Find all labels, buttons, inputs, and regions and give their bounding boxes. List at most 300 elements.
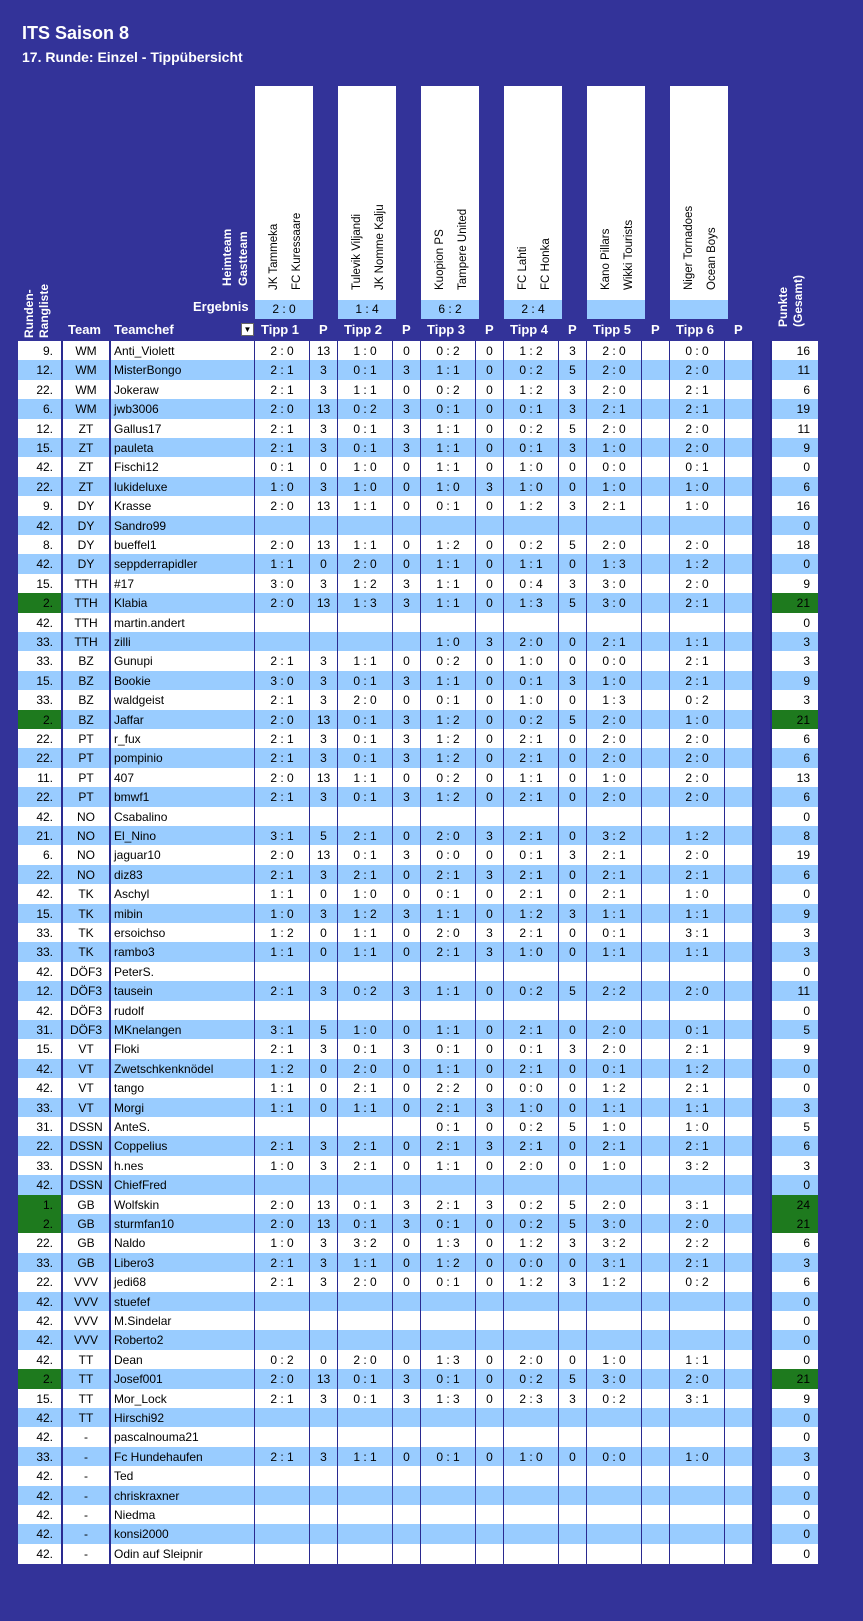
points-cell: 0	[393, 1272, 420, 1292]
teamchef-filter-dropdown[interactable]: ▼	[241, 323, 254, 336]
points-cell	[476, 1505, 503, 1525]
points-cell: 3	[393, 671, 420, 691]
match-header-6	[670, 86, 728, 300]
points-cell	[642, 1408, 669, 1428]
tipp-cell: 1 : 0	[338, 1020, 392, 1040]
points-cell: 0	[476, 748, 503, 768]
points-cell	[393, 1292, 420, 1312]
team-cell: PT	[63, 729, 109, 749]
table-row	[18, 380, 818, 400]
tipp-cell: 2 : 0	[587, 380, 641, 400]
col-points: P	[734, 322, 743, 337]
tipp-cell: 0 : 2	[670, 690, 724, 710]
team-cell: TT	[63, 1408, 109, 1428]
teamchef-cell: Krasse	[111, 496, 254, 516]
team-cell: WM	[63, 341, 109, 361]
teamchef-cell: chriskraxner	[111, 1486, 254, 1506]
points-cell	[642, 1524, 669, 1544]
team-cell: TTH	[63, 593, 109, 613]
punkte-gesamt-label: Punkte (Gesamt)	[776, 274, 805, 327]
total-points-cell: 0	[772, 1505, 818, 1525]
tipp-cell: 0 : 2	[421, 341, 475, 361]
tipp-cell	[670, 807, 724, 827]
rank-cell: 42.	[18, 1486, 61, 1506]
tipp-cell	[670, 1466, 724, 1486]
teamchef-cell: bmwf1	[111, 787, 254, 807]
tipp-cell	[255, 1524, 309, 1544]
tipp-cell: 1 : 2	[504, 1233, 558, 1253]
tipp-cell	[587, 1408, 641, 1428]
away-team-name: Wikki Tourists	[623, 219, 635, 290]
rank-cell: 12.	[18, 419, 61, 439]
points-cell	[642, 1466, 669, 1486]
points-cell	[725, 1001, 752, 1021]
points-cell: 3	[310, 360, 337, 380]
points-cell	[642, 399, 669, 419]
tipp-cell: 3 : 1	[670, 1389, 724, 1409]
points-cell: 3	[476, 632, 503, 652]
points-cell: 5	[559, 1369, 586, 1389]
table-row	[18, 690, 818, 710]
tipp-cell: 1 : 0	[587, 1117, 641, 1137]
rank-cell: 42.	[18, 613, 61, 633]
tipp-cell	[338, 1001, 392, 1021]
points-cell	[559, 1311, 586, 1331]
tipp-cell	[255, 1311, 309, 1331]
teamchef-cell: Anti_Violett	[111, 341, 254, 361]
table-row	[18, 1039, 818, 1059]
team-cell: -	[63, 1544, 109, 1564]
tipp-cell	[670, 1175, 724, 1195]
tipp-cell	[670, 1408, 724, 1428]
tipp-cell	[255, 1544, 309, 1564]
points-cell	[725, 1233, 752, 1253]
points-cell	[310, 1292, 337, 1312]
tipp-cell: 1 : 0	[338, 341, 392, 361]
points-cell	[642, 1059, 669, 1079]
points-cell	[310, 1505, 337, 1525]
team-cell: DÖF3	[63, 1001, 109, 1021]
points-cell: 0	[310, 884, 337, 904]
teamchef-cell: rambo3	[111, 942, 254, 962]
total-points-cell: 9	[772, 1389, 818, 1409]
rank-cell: 22.	[18, 787, 61, 807]
tipp-cell	[670, 1330, 724, 1350]
tipp-cell: 2 : 0	[670, 419, 724, 439]
points-cell	[310, 1001, 337, 1021]
home-team-name: Niger Tornadoes	[683, 205, 695, 290]
tipp-cell: 0 : 1	[421, 1214, 475, 1234]
total-points-cell: 3	[772, 632, 818, 652]
points-cell	[393, 1175, 420, 1195]
tipp-cell	[670, 1524, 724, 1544]
total-points-cell: 11	[772, 981, 818, 1001]
points-cell: 0	[559, 865, 586, 885]
points-cell: 0	[393, 865, 420, 885]
tipp-cell: 0 : 1	[421, 496, 475, 516]
tipp-cell: 2 : 1	[255, 360, 309, 380]
tipp-cell	[255, 1292, 309, 1312]
table-row	[18, 865, 818, 885]
teamchef-cell: Morgi	[111, 1098, 254, 1118]
points-cell: 0	[476, 1059, 503, 1079]
points-cell: 13	[310, 341, 337, 361]
tipp-cell: 1 : 0	[504, 477, 558, 497]
team-cell: BZ	[63, 651, 109, 671]
tipp-cell: 1 : 2	[421, 748, 475, 768]
points-cell: 0	[393, 1156, 420, 1176]
points-cell: 3	[476, 826, 503, 846]
teamchef-cell: M.Sindelar	[111, 1311, 254, 1331]
points-cell	[725, 457, 752, 477]
rank-cell: 42.	[18, 1292, 61, 1312]
points-cell: 5	[559, 710, 586, 730]
table-row	[18, 593, 818, 613]
points-cell	[476, 1408, 503, 1428]
tipp-cell: 1 : 2	[421, 535, 475, 555]
tipp-cell: 1 : 0	[504, 457, 558, 477]
points-cell	[642, 807, 669, 827]
tipp-cell: 3 : 1	[670, 923, 724, 943]
rank-cell: 42.	[18, 1427, 61, 1447]
tipp-cell	[504, 807, 558, 827]
points-cell: 3	[393, 399, 420, 419]
tipp-cell: 0 : 1	[421, 884, 475, 904]
tipp-cell: 0 : 0	[587, 457, 641, 477]
rank-cell: 21.	[18, 826, 61, 846]
tipp-cell: 1 : 3	[421, 1389, 475, 1409]
points-cell: 0	[476, 1389, 503, 1409]
points-cell	[725, 1078, 752, 1098]
total-points-cell: 9	[772, 904, 818, 924]
teamchef-cell: Josef001	[111, 1369, 254, 1389]
points-cell: 3	[310, 787, 337, 807]
points-cell	[725, 768, 752, 788]
points-cell	[725, 1427, 752, 1447]
teamchef-cell: Sandro99	[111, 516, 254, 536]
points-cell: 3	[310, 671, 337, 691]
teamchef-cell: konsi2000	[111, 1524, 254, 1544]
table-row	[18, 1098, 818, 1118]
teamchef-cell: Hirschi92	[111, 1408, 254, 1428]
table-row	[18, 477, 818, 497]
points-cell: 3	[310, 1156, 337, 1176]
points-cell	[725, 613, 752, 633]
tipp-cell: 0 : 1	[338, 360, 392, 380]
total-points-cell: 13	[772, 768, 818, 788]
points-cell	[559, 1505, 586, 1525]
total-points-cell: 5	[772, 1117, 818, 1137]
tipp-cell: 2 : 0	[587, 1195, 641, 1215]
teamchef-cell: Roberto2	[111, 1330, 254, 1350]
tipp-cell: 2 : 1	[255, 651, 309, 671]
home-team-name: Kuopion PS	[434, 229, 446, 290]
total-points-cell: 3	[772, 1447, 818, 1467]
tipp-cell: 2 : 1	[587, 865, 641, 885]
points-cell: 3	[559, 380, 586, 400]
points-cell: 0	[476, 729, 503, 749]
rank-cell: 33.	[18, 690, 61, 710]
total-points-cell: 0	[772, 457, 818, 477]
points-cell	[642, 1214, 669, 1234]
tipp-cell	[504, 613, 558, 633]
points-cell	[310, 1175, 337, 1195]
points-cell: 3	[559, 574, 586, 594]
points-cell	[310, 1466, 337, 1486]
points-cell: 0	[559, 457, 586, 477]
page-title: ITS Saison 8	[22, 23, 130, 43]
tipp-cell: 0 : 2	[421, 768, 475, 788]
points-cell	[642, 554, 669, 574]
tipp-cell: 2 : 0	[255, 768, 309, 788]
table-row	[18, 962, 818, 982]
points-cell	[642, 380, 669, 400]
tipp-cell: 1 : 1	[421, 438, 475, 458]
col-tipp3: Tipp 3	[427, 322, 466, 337]
points-cell: 3	[310, 651, 337, 671]
tipp-cell: 2 : 0	[255, 341, 309, 361]
points-cell	[725, 1524, 752, 1544]
table-row	[18, 1486, 818, 1506]
table-row	[18, 1253, 818, 1273]
teamchef-cell: mibin	[111, 904, 254, 924]
tipp-cell	[421, 1466, 475, 1486]
points-cell: 3	[393, 1214, 420, 1234]
points-cell	[725, 1059, 752, 1079]
teamchef-cell: pascalnouma21	[111, 1427, 254, 1447]
points-cell	[642, 1001, 669, 1021]
tipp-cell	[338, 1311, 392, 1331]
points-cell: 0	[559, 651, 586, 671]
tipp-cell: 2 : 1	[587, 884, 641, 904]
team-cell: DSSN	[63, 1136, 109, 1156]
tipp-cell: 0 : 1	[504, 1039, 558, 1059]
tipp-cell	[338, 1505, 392, 1525]
tipp-cell: 2 : 0	[338, 690, 392, 710]
points-cell	[725, 884, 752, 904]
teamchef-cell: martin.andert	[111, 613, 254, 633]
teamchef-cell: jaguar10	[111, 845, 254, 865]
points-cell	[476, 1486, 503, 1506]
tipp-cell: 2 : 0	[504, 1350, 558, 1370]
teamchef-cell: Zwetschkenknödel	[111, 1059, 254, 1079]
rank-cell: 33.	[18, 1447, 61, 1467]
tipp-cell: 0 : 1	[338, 671, 392, 691]
points-cell	[476, 1427, 503, 1447]
tipp-cell: 2 : 1	[587, 496, 641, 516]
rank-cell: 42.	[18, 1311, 61, 1331]
rank-cell: 42.	[18, 807, 61, 827]
points-cell: 0	[393, 341, 420, 361]
tipp-cell: 1 : 1	[421, 1156, 475, 1176]
points-cell: 0	[393, 1447, 420, 1467]
tipp-cell: 0 : 1	[255, 457, 309, 477]
team-cell: GB	[63, 1233, 109, 1253]
tipp-cell: 1 : 0	[255, 1156, 309, 1176]
tipp-cell: 1 : 0	[338, 884, 392, 904]
team-cell: PT	[63, 787, 109, 807]
rank-cell: 22.	[18, 380, 61, 400]
points-cell: 13	[310, 1369, 337, 1389]
teamchef-cell: Gallus17	[111, 419, 254, 439]
points-cell: 0	[476, 690, 503, 710]
tipp-cell: 2 : 1	[255, 1272, 309, 1292]
tipp-cell: 3 : 0	[255, 671, 309, 691]
team-cell: -	[63, 1447, 109, 1467]
points-cell	[642, 1486, 669, 1506]
teamchef-cell: h.nes	[111, 1156, 254, 1176]
points-cell	[476, 516, 503, 536]
points-cell	[725, 438, 752, 458]
points-cell: 3	[393, 787, 420, 807]
total-points-cell: 21	[772, 1369, 818, 1389]
tipp-cell	[421, 1292, 475, 1312]
tipp-cell: 0 : 1	[338, 1214, 392, 1234]
points-cell: 0	[559, 1156, 586, 1176]
tipp-cell: 0 : 2	[670, 1272, 724, 1292]
tipp-cell: 2 : 0	[670, 787, 724, 807]
table-row	[18, 1214, 818, 1234]
tipp-cell: 2 : 1	[338, 826, 392, 846]
rank-cell: 31.	[18, 1020, 61, 1040]
points-cell: 0	[559, 826, 586, 846]
teamchef-cell: jwb3006	[111, 399, 254, 419]
tipp-cell: 1 : 0	[338, 477, 392, 497]
tipp-cell: 2 : 2	[670, 1233, 724, 1253]
tipp-cell: 1 : 0	[670, 1447, 724, 1467]
rank-cell: 42.	[18, 516, 61, 536]
points-cell: 0	[310, 1059, 337, 1079]
teamchef-cell: Libero3	[111, 1253, 254, 1273]
teamchef-cell: Dean	[111, 1350, 254, 1370]
rank-cell: 42.	[18, 1408, 61, 1428]
tipp-cell: 1 : 3	[338, 593, 392, 613]
tipp-cell: 1 : 1	[421, 671, 475, 691]
tipp-cell: 2 : 0	[255, 1214, 309, 1234]
points-cell	[393, 1486, 420, 1506]
tipp-cell: 2 : 1	[504, 1059, 558, 1079]
total-points-cell: 16	[772, 496, 818, 516]
rank-cell: 15.	[18, 1039, 61, 1059]
points-cell: 3	[559, 341, 586, 361]
teamchef-cell: tausein	[111, 981, 254, 1001]
total-points-cell: 0	[772, 884, 818, 904]
tipp-cell: 1 : 1	[421, 981, 475, 1001]
table-row	[18, 1369, 818, 1389]
points-cell	[642, 865, 669, 885]
tipp-cell: 1 : 1	[421, 904, 475, 924]
points-cell	[393, 1311, 420, 1331]
points-cell: 0	[393, 651, 420, 671]
points-cell: 0	[476, 1117, 503, 1137]
teamchef-cell: MKnelangen	[111, 1020, 254, 1040]
tipp-cell: 2 : 0	[255, 535, 309, 555]
total-points-cell: 9	[772, 574, 818, 594]
points-cell	[393, 1544, 420, 1564]
total-points-cell: 3	[772, 651, 818, 671]
teamchef-cell: PeterS.	[111, 962, 254, 982]
tipp-cell: 1 : 0	[504, 942, 558, 962]
points-cell	[725, 1505, 752, 1525]
total-points-cell: 18	[772, 535, 818, 555]
tipp-cell: 2 : 1	[255, 729, 309, 749]
rank-cell: 42.	[18, 554, 61, 574]
tipp-cell: 2 : 0	[587, 535, 641, 555]
rank-cell: 33.	[18, 1156, 61, 1176]
points-cell: 0	[476, 787, 503, 807]
points-cell: 13	[310, 496, 337, 516]
points-cell	[476, 1311, 503, 1331]
tipp-cell: 2 : 1	[504, 787, 558, 807]
teamchef-cell: ChiefFred	[111, 1175, 254, 1195]
points-cell: 13	[310, 710, 337, 730]
tipp-cell: 1 : 1	[421, 457, 475, 477]
table-row	[18, 1524, 818, 1544]
points-cell: 0	[559, 768, 586, 788]
team-cell: VT	[63, 1078, 109, 1098]
points-cell: 0	[476, 457, 503, 477]
points-cell	[310, 1117, 337, 1137]
tipp-cell: 1 : 3	[587, 554, 641, 574]
points-cell	[393, 516, 420, 536]
points-cell	[559, 516, 586, 536]
points-cell	[725, 1098, 752, 1118]
tipp-cell	[338, 613, 392, 633]
col-tipp1: Tipp 1	[261, 322, 300, 337]
teamchef-cell: Klabia	[111, 593, 254, 613]
total-points-cell: 6	[772, 748, 818, 768]
total-points-cell: 11	[772, 419, 818, 439]
points-cell	[559, 962, 586, 982]
table-row	[18, 923, 818, 943]
table-row	[18, 457, 818, 477]
points-cell	[725, 923, 752, 943]
tipp-cell: 2 : 0	[421, 923, 475, 943]
tipp-cell: 1 : 3	[504, 593, 558, 613]
tipp-cell	[587, 1292, 641, 1312]
tipp-cell: 1 : 2	[504, 380, 558, 400]
points-cell	[642, 671, 669, 691]
tipp-cell: 1 : 0	[255, 1233, 309, 1253]
points-cell	[559, 1466, 586, 1486]
points-cell: 3	[310, 574, 337, 594]
team-cell: TTH	[63, 613, 109, 633]
team-cell: TT	[63, 1350, 109, 1370]
tipp-cell: 3 : 2	[587, 826, 641, 846]
rank-cell: 42.	[18, 1544, 61, 1564]
points-cell: 0	[310, 942, 337, 962]
tipp-cell: 2 : 1	[504, 865, 558, 885]
table-row	[18, 1078, 818, 1098]
tipp-cell: 2 : 0	[670, 535, 724, 555]
teamchef-cell: lukideluxe	[111, 477, 254, 497]
teamchef-cell: #17	[111, 574, 254, 594]
points-cell: 0	[310, 554, 337, 574]
tipp-cell: 0 : 1	[338, 419, 392, 439]
table-row	[18, 1272, 818, 1292]
points-cell: 0	[393, 1233, 420, 1253]
tipp-cell	[338, 962, 392, 982]
points-cell	[725, 1389, 752, 1409]
points-cell: 3	[559, 1233, 586, 1253]
away-team-name: FC Kuressaare	[291, 212, 303, 290]
total-points-cell: 0	[772, 1311, 818, 1331]
tipp-cell: 1 : 1	[338, 923, 392, 943]
total-points-cell: 3	[772, 1098, 818, 1118]
tipp-cell: 0 : 1	[670, 1020, 724, 1040]
points-cell: 0	[310, 1350, 337, 1370]
tipp-cell: 1 : 1	[670, 1098, 724, 1118]
